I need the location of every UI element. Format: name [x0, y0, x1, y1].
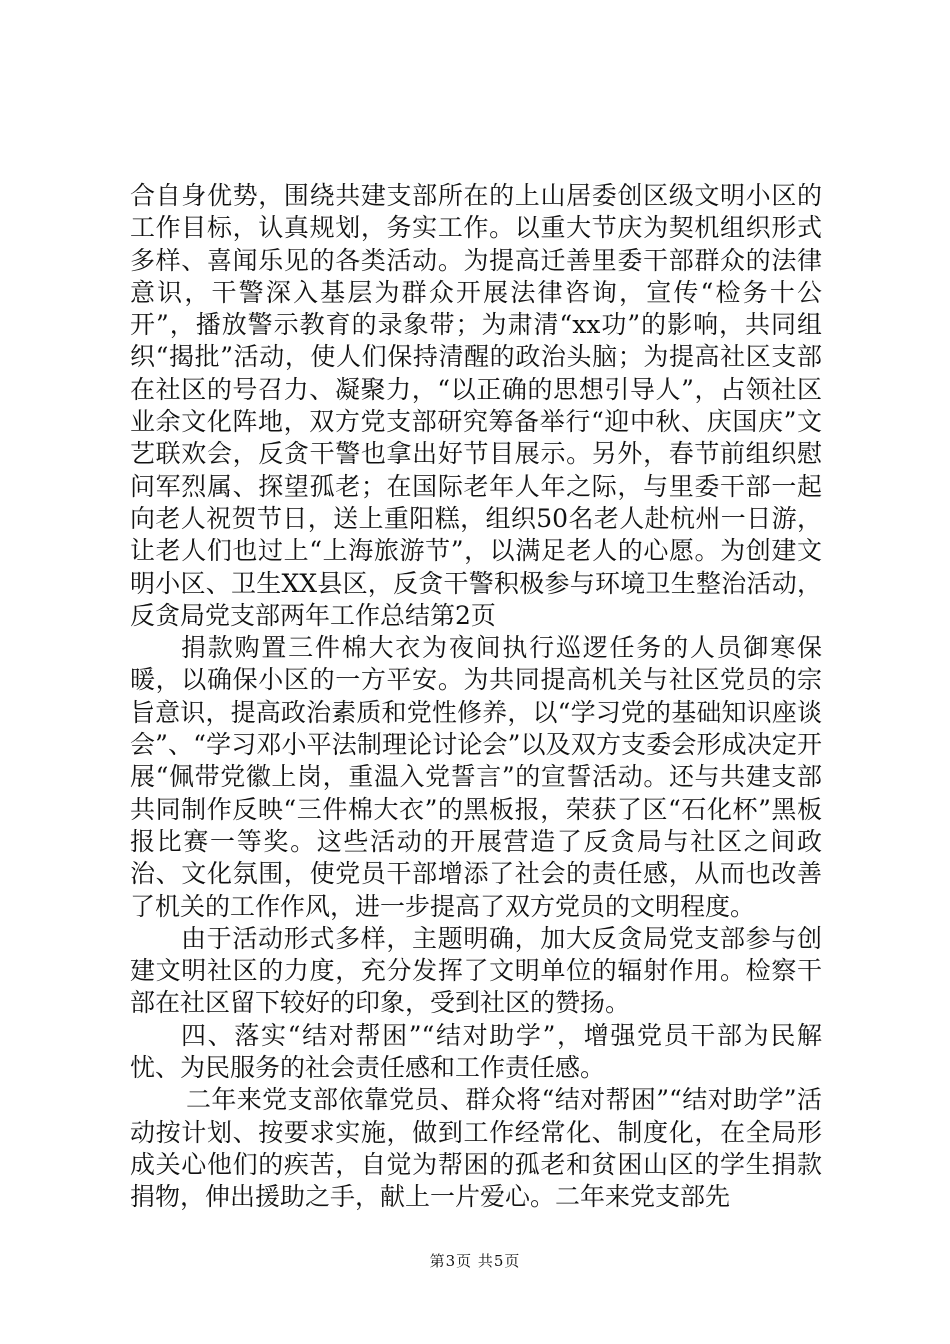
section-heading-four: 四、落实“结对帮困”“结对助学”，增强党员干部为民解忧、为民服务的社会责任感和工作责任感。 — [130, 1020, 822, 1083]
paragraph-donation: 捐款购置三件棉大衣为夜间执行巡逻任务的人员御寒保暖，以确保小区的一方平安。为共同提高机关与社区党员的宗旨意识，提高政治素质和党性修养，以“学习党的基础知识座谈会”、“学习邓小平法制理论讨论会”以及双方支委会形成决定开展“佩带党徽上岗，重温入党誓言”的宣誓活动。还与共建支部共同制作反映“三件棉大衣”的黑板报，荣获了区“石化杯”黑板报比赛一等奖。这些活动的开展营造了反贪局与社区之间政治、文化氛围，使党员干部增添了社会的责任感，从而也改善了机关的工作作风，进一步提高了双方党员的文明程度。 — [130, 633, 822, 921]
document-body — [130, 180, 822, 1214]
page-number: 第3页 共5页 — [429, 1252, 521, 1270]
paragraph-continuation: 合自身优势，围绕共建支部所在的上山居委创区级文明小区的工作目标，认真规划，务实工作。以重大节庆为契机组织形式多样、喜闻乐见的各类活动。为提高迁善里委干部群众的法律意识，干警深入基层为群众开展法律咨询，宣传“检务十公开”，播放警示教育的录象带；为肃清“xx功”的影响，共同组织“揭批”活动，使人们保持清醒的政治头脑；为提高社区支部在社区的号召力、凝聚力，“以正确的思想引导人”，占领社区业余文化阵地，双方党支部研究筹备举行“迎中秋、庆国庆”文艺联欢会，反贪干警也拿出好节目展示。另外，春节前组织慰问军烈属、探望孤老；在国际老年人年之际，与里委干部一起向老人祝贺节日，送上重阳糕，组织50名老人赴杭州一日游，让老人们也过上“上海旅游节”，以满足老人的心愿。为创建文明小区、卫生XX县区，反贪干警积极参与环境卫生整治活动，反贪局党支部两年工作总结第2页 — [130, 181, 822, 630]
paragraph-activities-effect: 由于活动形式多样，主题明确，加大反贪局党支部参与创建文明社区的力度，充分发挥了文明单位的辐射作用。检察干部在社区留下较好的印象，受到社区的赞扬。 — [130, 923, 822, 1018]
paragraph-assistance: 二年来党支部依靠党员、群众将“结对帮困”“结对助学”活动按计划、按要求实施，做到工作经常化、制度化，在全局形成关心他们的疾苦，自觉为帮困的孤老和贫困山区的学生捐款捐物，伸出援助之手，献上一片爱心。二年来党支部先 — [130, 1085, 822, 1212]
